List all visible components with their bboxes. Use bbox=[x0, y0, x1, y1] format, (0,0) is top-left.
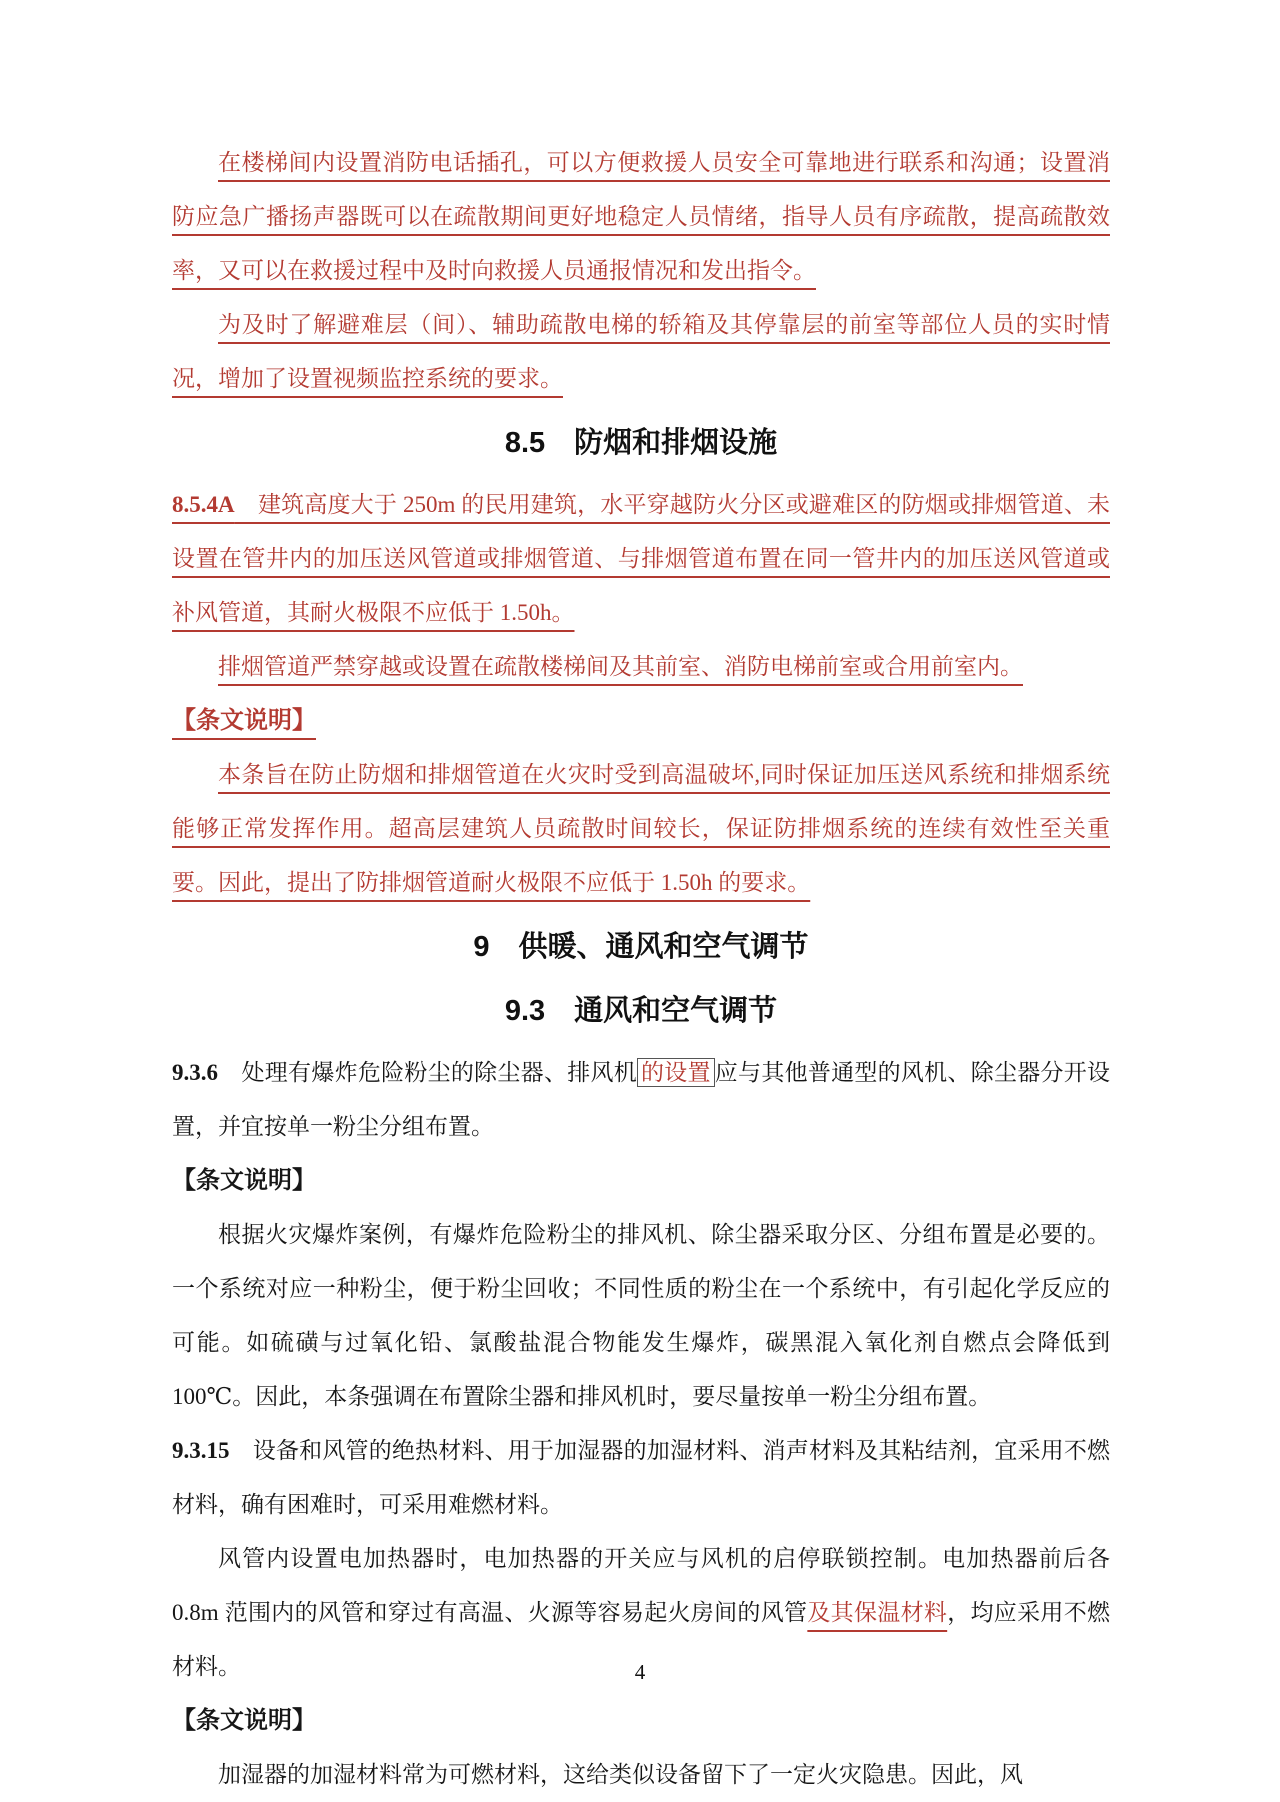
clause-8-5-4a bbox=[172, 478, 1110, 640]
clause-9-3-15-para2-before: 风管内设置电加热器时，电加热器的开关应与风机的启停联锁控制。电加热器前后各 0.8m 范围内的风管和穿过有高温、火源等容易起火房间的风管 bbox=[172, 1546, 1110, 1625]
red-insertion-insulation-material: 及其保温材料 bbox=[807, 1600, 948, 1625]
label-article-explanation-red: 【条文说明】 bbox=[172, 707, 316, 734]
clause-9-3-6 bbox=[172, 1046, 1110, 1154]
page-number: 4 bbox=[634, 1660, 646, 1684]
clause-9-3-15-text: 设备和风管的绝热材料、用于加湿器的加湿材料、消声材料及其粘结剂，宜采用不燃材料，确有困难时，可采用难燃材料。 bbox=[172, 1438, 1110, 1517]
clause-8-5-4a-number: 8.5.4A bbox=[172, 492, 235, 517]
para-explanation-9-3-15: 加湿器的加湿材料常为可燃材料，这给类似设备留下了一定火灾隐患。因此，风 bbox=[218, 1762, 1023, 1787]
label-article-explanation-2: 【条文说明】 bbox=[172, 1707, 316, 1734]
para-explanation-9-3-6: 根据火灾爆炸案例，有爆炸危险粉尘的排风机、除尘器采取分区、分组布置是必要的。一个系统对应一种粉尘，便于粉尘回收；不同性质的粉尘在一个系统中，有引起化学反应的可能。如硫磺与过氧化铅、氯酸盐混合物能发生爆炸，碳黑混入氧化剂自燃点会降低到 100℃。因此，本条强调在布置除尘器和排风机时，要尽量按单一粉尘分组布置。 bbox=[172, 1222, 1110, 1409]
clause-9-3-15-para2-after: ，均应采用不燃材料。 bbox=[172, 1600, 1111, 1679]
para-fire-telephone: 在楼梯间内设置消防电话插孔，可以方便救援人员安全可靠地进行联系和沟通；设置消防应急广播扬声器既可以在疏散期间更好地稳定人员情绪，指导人员有序疏散，提高疏散效率，又可以在救援过程中及时向救援人员通报情况和发出指令。 bbox=[172, 150, 1110, 283]
heading-9: 9 供暖、通风和空气调节 bbox=[473, 931, 809, 963]
clause-8-5-4a-text: 建筑高度大于 250m 的民用建筑，水平穿越防火分区或避难区的防烟或排烟管道、未设置在管井内的加压送风管道或排烟管道、与排烟管道布置在同一管井内的加压送风管道或补风管道，其耐火极限不应低于 1.50h。 bbox=[172, 492, 1110, 625]
clause-8-5-4a-para2: 排烟管道严禁穿越或设置在疏散楼梯间及其前室、消防电梯前室或合用前室内。 bbox=[218, 654, 1023, 679]
para-explanation-8-5-4a: 本条旨在防止防烟和排烟管道在火灾时受到高温破坏,同时保证加压送风系统和排烟系统能够正常发挥作用。超高层建筑人员疏散时间较长，保证防排烟系统的连续有效性至关重要。因此，提出了防排烟管道耐火极限不应低于 1.50h 的要求。 bbox=[172, 762, 1110, 895]
clause-9-3-15-number: 9.3.15 bbox=[172, 1438, 230, 1463]
clause-9-3-6-text-after: 应与其他普通型的风机、除尘器分开设置，并宜按单一粉尘分组布置。 bbox=[172, 1060, 1111, 1139]
heading-9-3: 9.3 通风和空气调节 bbox=[504, 995, 778, 1027]
boxed-insertion-de-shezhi: 的设置 bbox=[637, 1058, 715, 1087]
clause-9-3-15 bbox=[172, 1424, 1110, 1532]
clause-9-3-6-number: 9.3.6 bbox=[172, 1060, 218, 1085]
label-article-explanation-1: 【条文说明】 bbox=[172, 1167, 316, 1194]
para-video-monitoring: 为及时了解避难层（间）、辅助疏散电梯的轿箱及其停靠层的前室等部位人员的实时情况，增加了设置视频监控系统的要求。 bbox=[172, 312, 1110, 391]
clause-9-3-6-text-before: 处理有爆炸危险粉尘的除尘器、排风机 bbox=[218, 1060, 637, 1085]
heading-8-5: 8.5 防烟和排烟设施 bbox=[504, 427, 778, 459]
